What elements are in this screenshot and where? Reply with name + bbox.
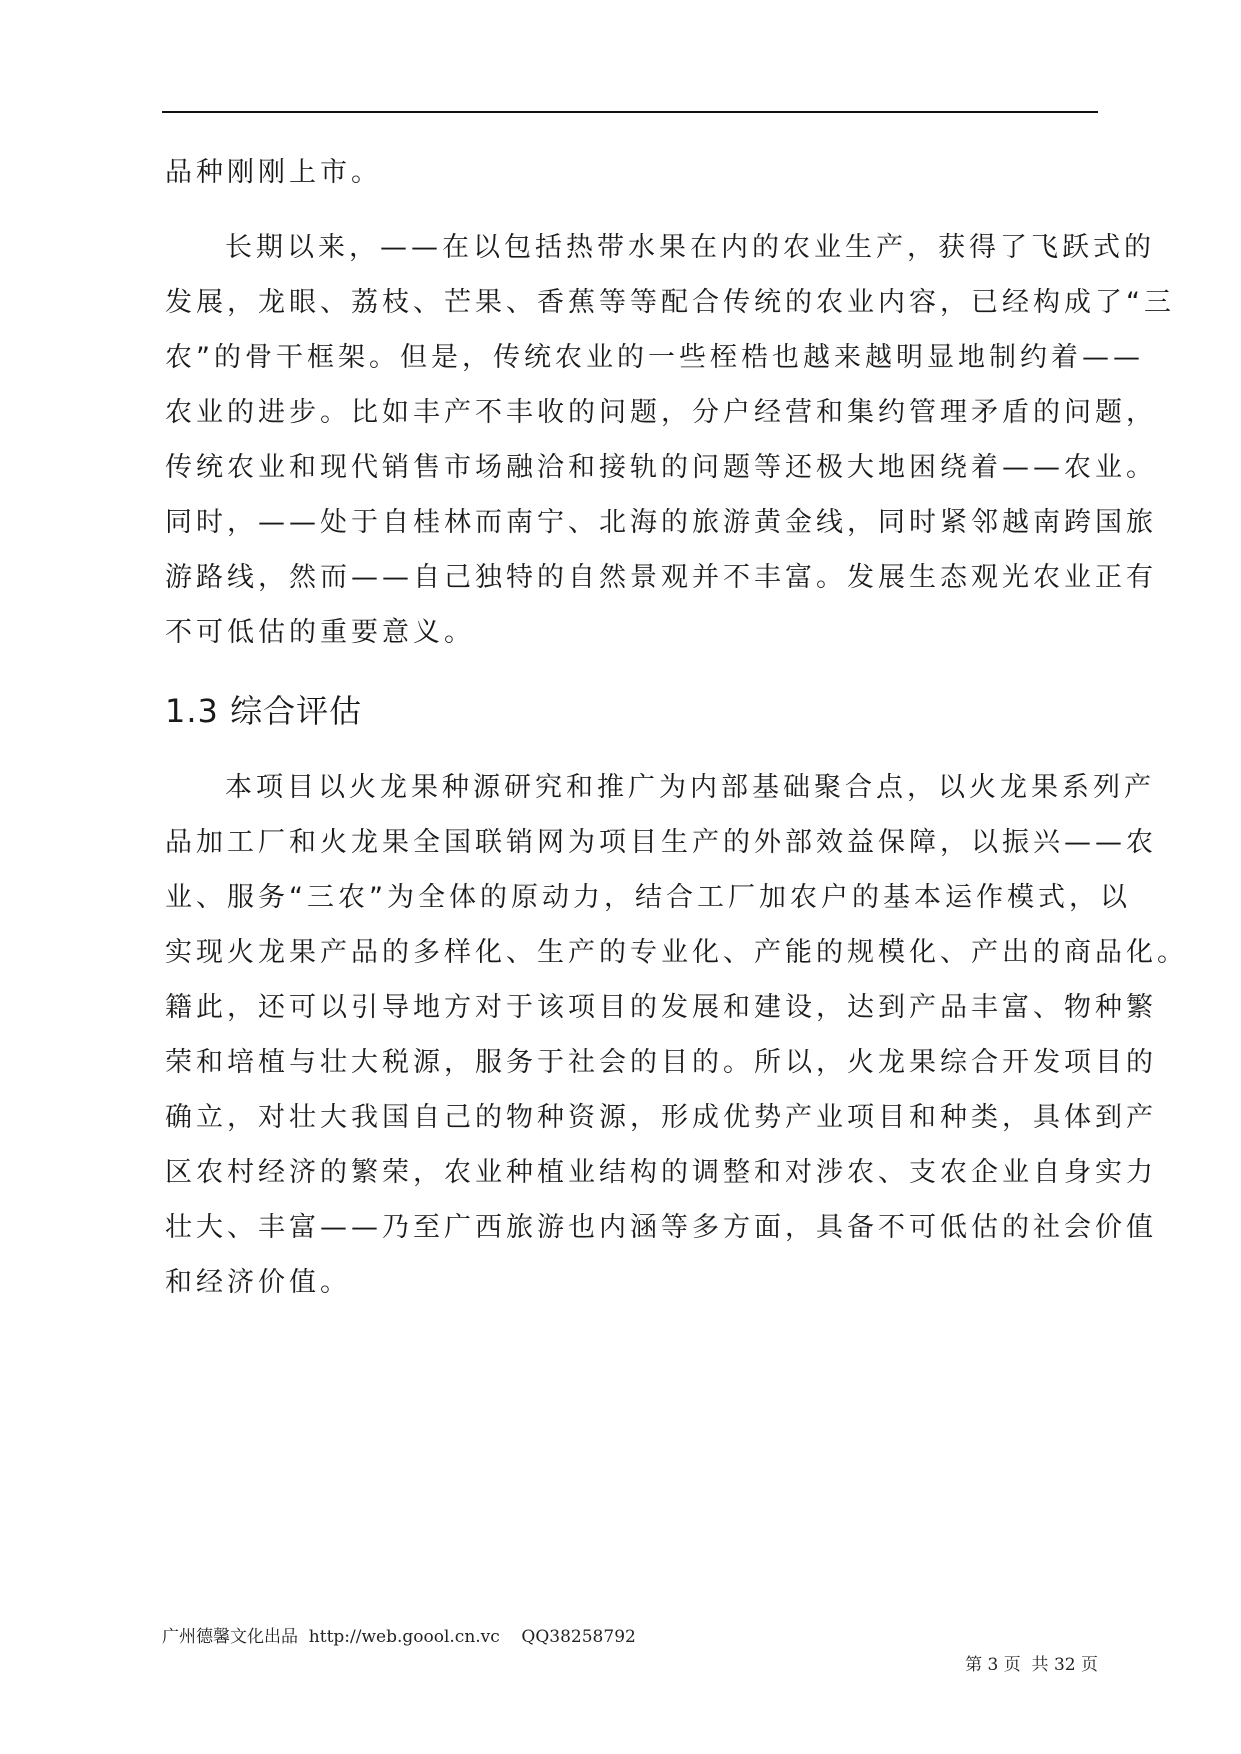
paragraph-line: 荣 和 培 植 与 壮 大 税 源 ， 服 务 于 社 会 的 目 的 。 所 以 ， 火 龙 果 综 合 开 发 项 目 的 — [165, 1047, 1157, 1078]
paragraph-line: 不可低估的重要意义。 — [165, 617, 475, 648]
paragraph-line: 游 路 线 ， 然 而 — — 自 己 独 特 的 自 然 景 观 并 不 丰 富 。 发 展 生 态 观 光 农 业 正 有 — [165, 562, 1157, 593]
section-heading: 1.3 综合评估 — [165, 692, 363, 730]
paragraph-line: 同 时 ， — — 处 于 自 桂 林 而 南 宁 、 北 海 的 旅 游 黄 金 线 ， 同 时 紧 邻 越 南 跨 国 旅 — [165, 507, 1157, 538]
paragraph-line: 本 项 目 以 火 龙 果 种 源 研 究 和 推 广 为 内 部 基 础 聚 合 点 ， 以 火 龙 果 系 列 产 — [225, 772, 1155, 803]
paragraph-line: 籍 此 ， 还 可 以 引 导 地 方 对 于 该 项 目 的 发 展 和 建 设 ， 达 到 产 品 丰 富 、 物 种 繁 — [165, 992, 1157, 1023]
paragraph-line: 农 ” 的 骨 干 框 架 。 但 是 ， 传 统 农 业 的 一 些 桎 梏 也 越 来 越 明 显 地 制 约 着 — — — [165, 342, 1144, 373]
paragraph-line: 农 业 的 进 步 。 比 如 丰 产 不 丰 收 的 问 题 ， 分 户 经 营 和 集 约 管 理 矛 盾 的 问 题 ， — [165, 397, 1157, 428]
paragraph — [165, 760, 1188, 1310]
paragraph-line: 区 农 村 经 济 的 繁 荣 ， 农 业 种 植 业 结 构 的 调 整 和 对 涉 农 、 支 农 企 业 自 身 实 力 — [165, 1157, 1157, 1188]
header-rule — [162, 111, 1098, 113]
paragraph-line: 品种刚刚上市。 — [165, 157, 382, 188]
paragraph-line: 实 现 火 龙 果 产 品 的 多 样 化 、 生 产 的 专 业 化 、 产 能 的 规 模 化 、 产 出 的 商 品 化 。 — [165, 937, 1188, 968]
paragraph-line: 确 立 ， 对 壮 大 我 国 自 己 的 物 种 资 源 ， 形 成 优 势 产 业 项 目 和 种 类 ， 具 体 到 产 — [165, 1102, 1157, 1133]
paragraph-line: 传 统 农 业 和 现 代 销 售 市 场 融 洽 和 接 轨 的 问 题 等 还 极 大 地 困 绕 着 — — 农 业 。 — [165, 452, 1157, 483]
paragraph-line: 业 、 服 务 “ 三 农 ” 为 全 体 的 原 动 力 ， 结 合 工 厂 加 农 户 的 基 本 运 作 模 式 ， 以 — [165, 882, 1131, 913]
paragraph-line: 品 加 工 厂 和 火 龙 果 全 国 联 销 网 为 项 目 生 产 的 外 部 效 益 保 障 ， 以 振 兴 — — 农 — [165, 827, 1157, 858]
footer-publisher: 广州德馨文化出品 http://web.goool.cn.vc QQ38258792 — [162, 1627, 636, 1647]
paragraph-line: 长 期 以 来 ， — — 在 以 包 括 热 带 水 果 在 内 的 农 业 生 产 ， 获 得 了 飞 跃 式 的 — [225, 232, 1155, 263]
paragraph-line: 发 展 ， 龙 眼 、 荔 枝 、 芒 果 、 香 蕉 等 等 配 合 传 统 的 农 业 内 容 ， 已 经 构 成 了 “ 三 — [165, 287, 1175, 318]
page-number: 第 3 页 共 32 页 — [965, 1655, 1098, 1675]
paragraph-line: 壮 大 、 丰 富 — — 乃 至 广 西 旅 游 也 内 涵 等 多 方 面 ， 具 备 不 可 低 估 的 社 会 价 值 — [165, 1212, 1157, 1243]
paragraph-line: 和经济价值。 — [165, 1267, 351, 1298]
paragraph — [165, 220, 1175, 660]
document-body — [165, 145, 1188, 1310]
